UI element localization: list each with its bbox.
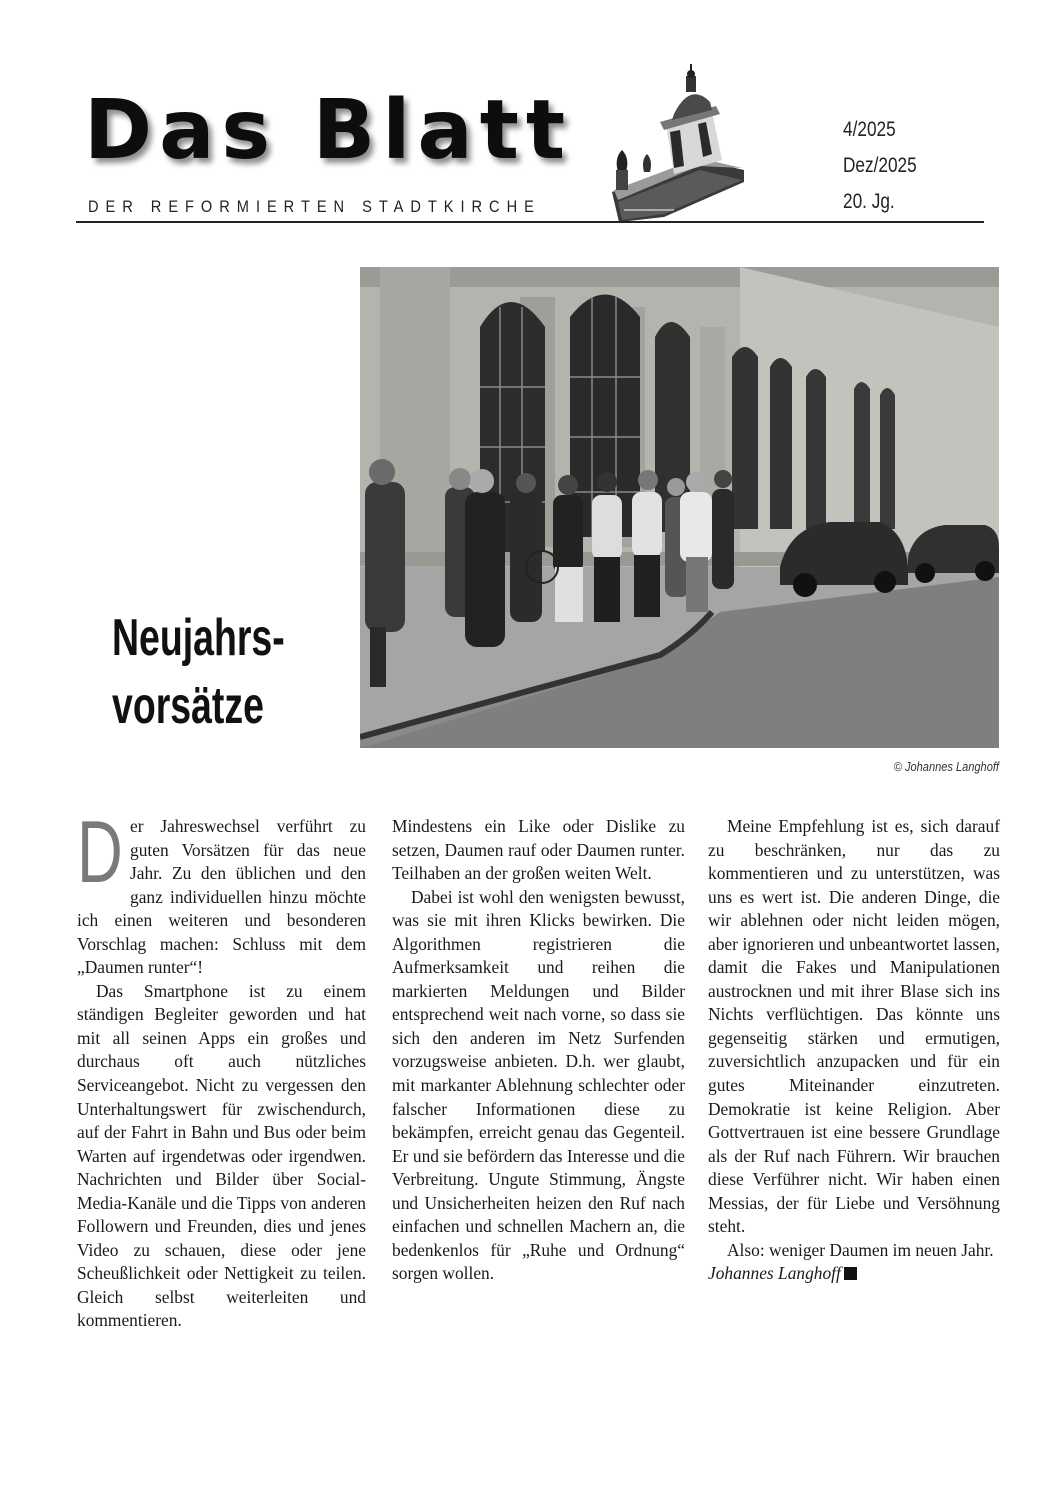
paragraph: Das Smartphone ist zu einem ständigen Begleiter geworden und hat mit all seinen Apps ein großes und durchaus oft auch nützliches Serviceangebot. Nicht zu vergessen den Unterhaltungswert für zwischendurch, auf der Fahrt in Bahn und Bus oder beim Warten auf irgendetwas oder irgendwen. Nachrichten und Bilder über Social-Media-Kanäle und die Tipps von anderen Followern und Freunden, dies und jenes Video zu schauen, diese oder jene Scheußlichkeit oder Nettigkeit zu teilen. Gleich selbst weiterleiten und kommentieren. — [77, 980, 366, 1331]
church-tower-icon — [604, 62, 744, 227]
issue-date: Dez/2025 — [843, 154, 917, 177]
headline-line-2: vorsätze — [112, 677, 264, 735]
paragraph: Mindestens ein Like oder Dislike zu setzen, Daumen rauf oder Daumen runter. Teilhaben an der großen weiten Welt. — [392, 816, 685, 884]
article-headline — [112, 604, 285, 740]
street-scene-image — [360, 267, 999, 748]
paragraph — [77, 802, 366, 980]
masthead-title: Das Blatt — [84, 83, 573, 178]
paragraph-text: er Jahreswechsel verführt zu guten Vorsätzen für das neue Jahr. Zu den üblichen und den ganz individuellen hinzu möchte ich einen weiteren und besonderen Vorschlag machen: Schluss mit dem „Daumen runter“! — [77, 816, 366, 978]
paragraph: Dabei ist wohl den wenigsten bewusst, was sie mit ihren Klicks bewirken. Die Algorithmen registrieren die Aufmerksamkeit und reihen die markierten Meldungen und Bilder entsprechend weit nach vorne, so dass sie sich den anderen im Netz Surfenden vorzugsweise anbieten. D.h. wer glaubt, mit markanter Ablehnung schlechter oder falscher Informationen diese zu bekämpfen, erreicht genau das Gegenteil. Er und sie befördern das Interesse und die Verbreitung. Ungute Stimmung, Ängste und Unsicherheiten heizen den Ruf nach einfachen und schnellen Machern an, die bedenkenlos für „Ruhe und Ordnung“ sorgen wollen. — [392, 886, 685, 1284]
drop-cap: D — [77, 802, 123, 901]
volume: 20. Jg. — [843, 190, 895, 213]
article-photo — [360, 267, 999, 748]
photo-caption: © Johannes Langhoff — [893, 759, 999, 774]
author-signature — [708, 1262, 1000, 1286]
end-of-article-square-icon — [844, 1267, 857, 1280]
issue-number: 4/2025 — [843, 118, 896, 141]
article-column-3 — [708, 815, 1000, 1286]
article-column-2 — [392, 815, 685, 1286]
masthead-rule — [76, 221, 984, 223]
headline-line-1: Neujahrs- — [112, 609, 285, 667]
paragraph: Also: weniger Daumen im neuen Jahr. — [727, 1239, 994, 1260]
issue-info — [843, 112, 917, 220]
article-column-1 — [77, 802, 366, 1333]
masthead-subtitle: DER REFORMIERTEN STADTKIRCHE — [88, 197, 541, 216]
paragraph: Meine Empfehlung ist es, sich darauf zu beschränken, nur das zu kommentieren und zu unterstützen, was uns es wert ist. Die anderen Dinge, die wir ablehnen oder nicht leiden mögen, aber ignorieren und unbeantwortet lassen, damit die Fakes und Manipulationen austrocknen und mit ihrer Blase sich ins Nichts verflüchtigen. Das könnte uns gegenseitig stärken und ermutigen, zuversichtlich anzupacken und für ein gutes Miteinander einzutreten. Demokratie ist keine Religion. Aber Gottvertrauen ist eine bessere Grundlage als der Ruf nach Führern. Wir brauchen diese Verführer nicht. Wir haben einen Messias, der für Liebe und Versöhnung steht. — [708, 816, 1000, 1237]
author-name: Johannes Langhoff — [708, 1263, 841, 1284]
